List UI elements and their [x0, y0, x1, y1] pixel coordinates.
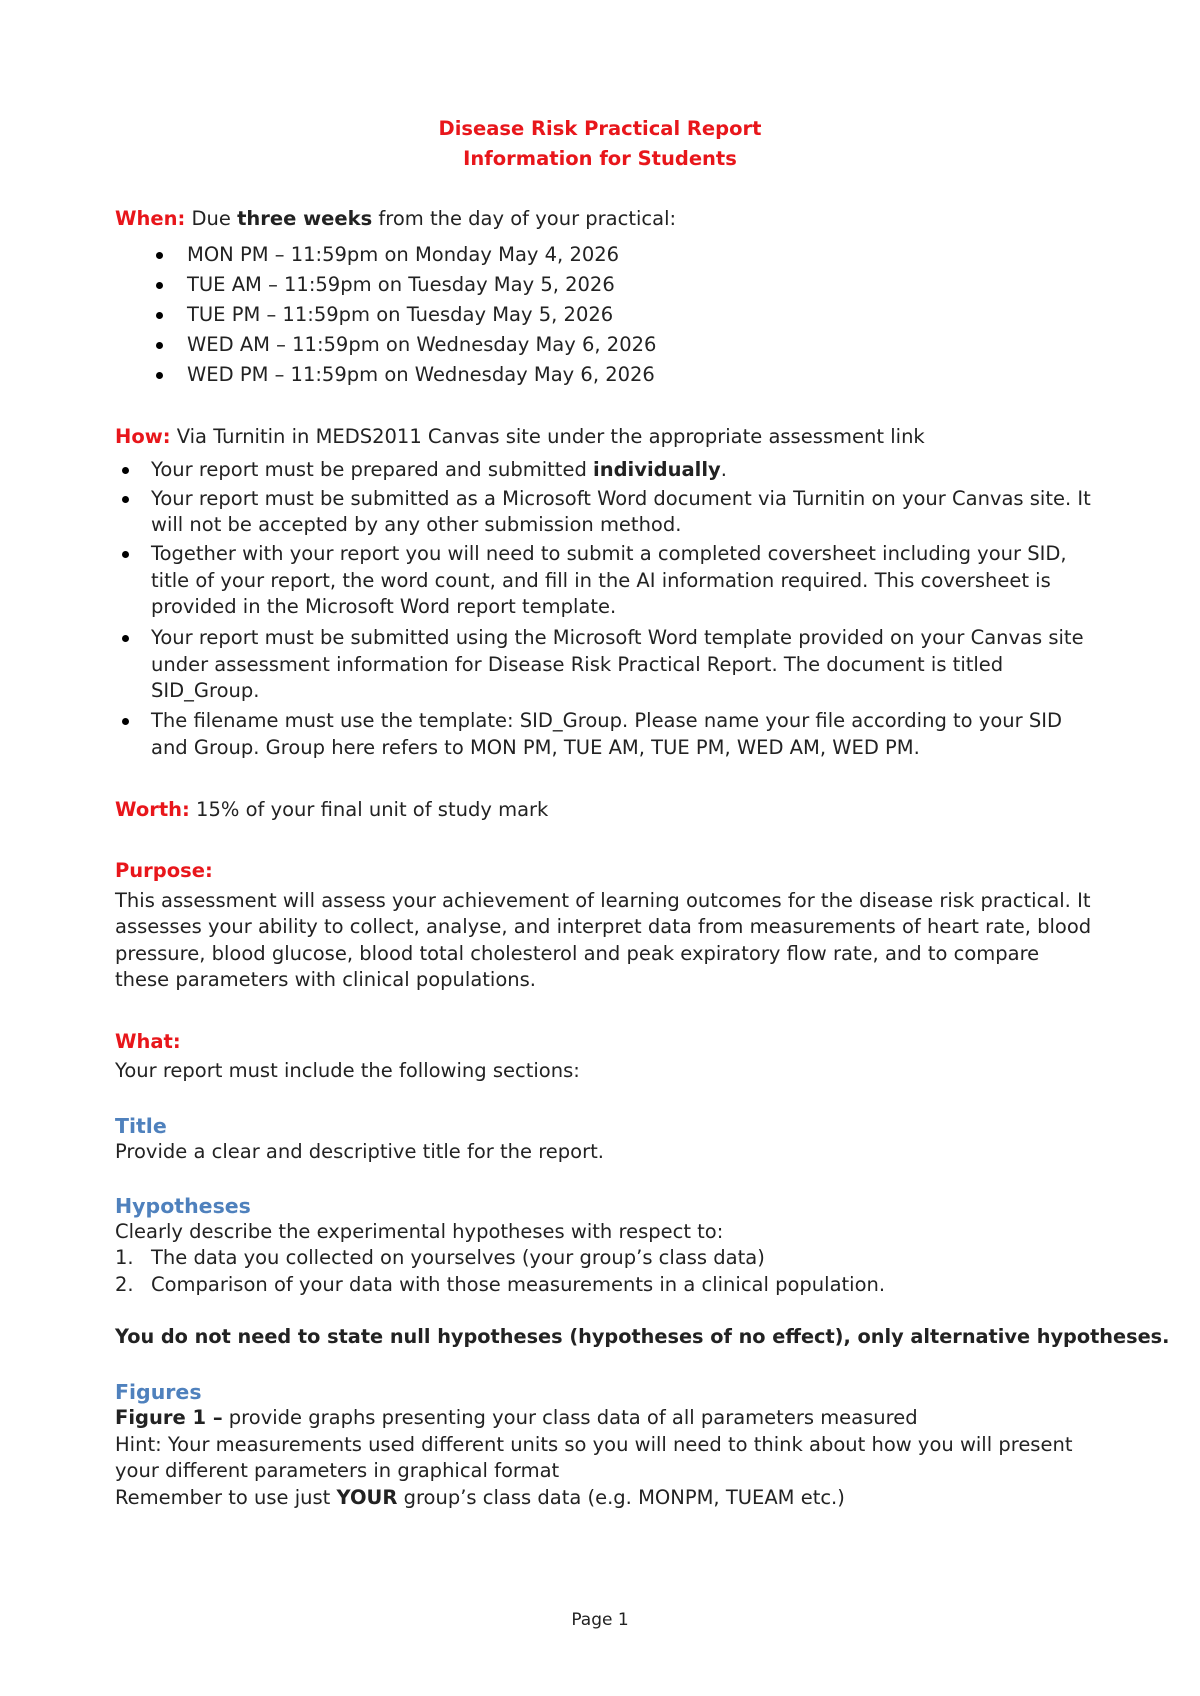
list-item: Comparison of your data with those measurements in a clinical population. — [151, 1273, 886, 1296]
bullet-icon — [156, 282, 163, 289]
list-item: The filename must use the template: SID_Group. Please name your file according to your SID — [151, 709, 1062, 732]
document-subtitle: Information for Students — [463, 147, 737, 170]
bullet-icon — [122, 635, 129, 642]
hint-text: your different parameters in graphical format — [115, 1459, 560, 1482]
page-number: Page 1 — [571, 1610, 629, 1630]
worth-label: Worth: — [115, 798, 190, 821]
bullet-icon — [156, 312, 163, 319]
list-item-continuation: SID_Group. — [151, 679, 260, 702]
worth-line: Worth: 15% of your final unit of study mark — [115, 798, 549, 821]
section-text: Clearly describe the experimental hypotheses with respect to: — [115, 1220, 724, 1243]
list-item: Your report must be submitted as a Microsoft Word document via Turnitin on your Canvas site. It — [151, 487, 1091, 510]
list-item: Your report must be submitted using the Microsoft Word template provided on your Canvas site — [151, 626, 1084, 649]
purpose-text: assesses your ability to collect, analyse, and interpret data from measurements of heart rate, blood — [115, 915, 1092, 938]
bullet-icon — [122, 467, 129, 474]
purpose-text: these parameters with clinical populations. — [115, 968, 536, 991]
purpose-label: Purpose: — [115, 859, 213, 882]
list-item-continuation: and Group. Group here refers to MON PM, TUE AM, TUE PM, WED AM, WED PM. — [151, 736, 920, 759]
section-heading-title: Title — [115, 1114, 167, 1138]
document-title: Disease Risk Practical Report — [438, 117, 762, 140]
section-text: Provide a clear and descriptive title for the report. — [115, 1140, 604, 1163]
bullet-icon — [122, 496, 129, 503]
what-label: What: — [115, 1030, 181, 1053]
list-item-continuation: provided in the Microsoft Word report template. — [151, 595, 617, 618]
list-item: The data you collected on yourselves (your group’s class data) — [151, 1246, 765, 1269]
list-item: WED PM – 11:59pm on Wednesday May 6, 2026 — [187, 363, 655, 386]
section-heading-figures: Figures — [115, 1380, 202, 1404]
list-item-continuation: will not be accepted by any other submission method. — [151, 513, 682, 536]
how-label: How: — [115, 425, 171, 448]
list-item: Together with your report you will need to submit a completed coversheet including your SID, — [151, 542, 1067, 565]
list-item: WED AM – 11:59pm on Wednesday May 6, 2026 — [187, 333, 657, 356]
bullet-icon — [122, 718, 129, 725]
how-line: How: Via Turnitin in MEDS2011 Canvas site under the appropriate assessment link — [115, 425, 925, 448]
list-item: MON PM – 11:59pm on Monday May 4, 2026 — [187, 243, 620, 266]
list-number: 2. — [115, 1273, 134, 1296]
bullet-icon — [156, 252, 163, 259]
list-item: TUE PM – 11:59pm on Tuesday May 5, 2026 — [187, 303, 614, 326]
list-item: Your report must be prepared and submitted individually. — [151, 458, 727, 481]
bullet-icon — [122, 551, 129, 558]
when-line: When: Due three weeks from the day of your practical: — [115, 207, 677, 230]
what-text: Your report must include the following sections: — [115, 1059, 580, 1082]
hint-text: Hint: Your measurements used different units so you will need to think about how you will present — [115, 1433, 1073, 1456]
purpose-text: pressure, blood glucose, blood total cholesterol and peak expiratory flow rate, and to compare — [115, 942, 1040, 965]
remember-line: Remember to use just YOUR group’s class data (e.g. MONPM, TUEAM etc.) — [115, 1486, 845, 1509]
list-item: TUE AM – 11:59pm on Tuesday May 5, 2026 — [187, 273, 615, 296]
bullet-icon — [156, 372, 163, 379]
bullet-icon — [156, 342, 163, 349]
list-item-continuation: under assessment information for Disease Risk Practical Report. The document is titled — [151, 653, 1004, 676]
list-number: 1. — [115, 1246, 134, 1269]
figure1-line: Figure 1 – provide graphs presenting your class data of all parameters measured — [115, 1406, 918, 1429]
list-item-continuation: title of your report, the word count, and fill in the AI information required. This coversheet is — [151, 569, 1051, 592]
when-label: When: — [115, 207, 186, 230]
purpose-text: This assessment will assess your achievement of learning outcomes for the disease risk practical. It — [115, 889, 1091, 912]
section-heading-hypotheses: Hypotheses — [115, 1194, 251, 1218]
hypotheses-note: You do not need to state null hypotheses (hypotheses of no effect), only alternative hypotheses. — [115, 1325, 1170, 1348]
